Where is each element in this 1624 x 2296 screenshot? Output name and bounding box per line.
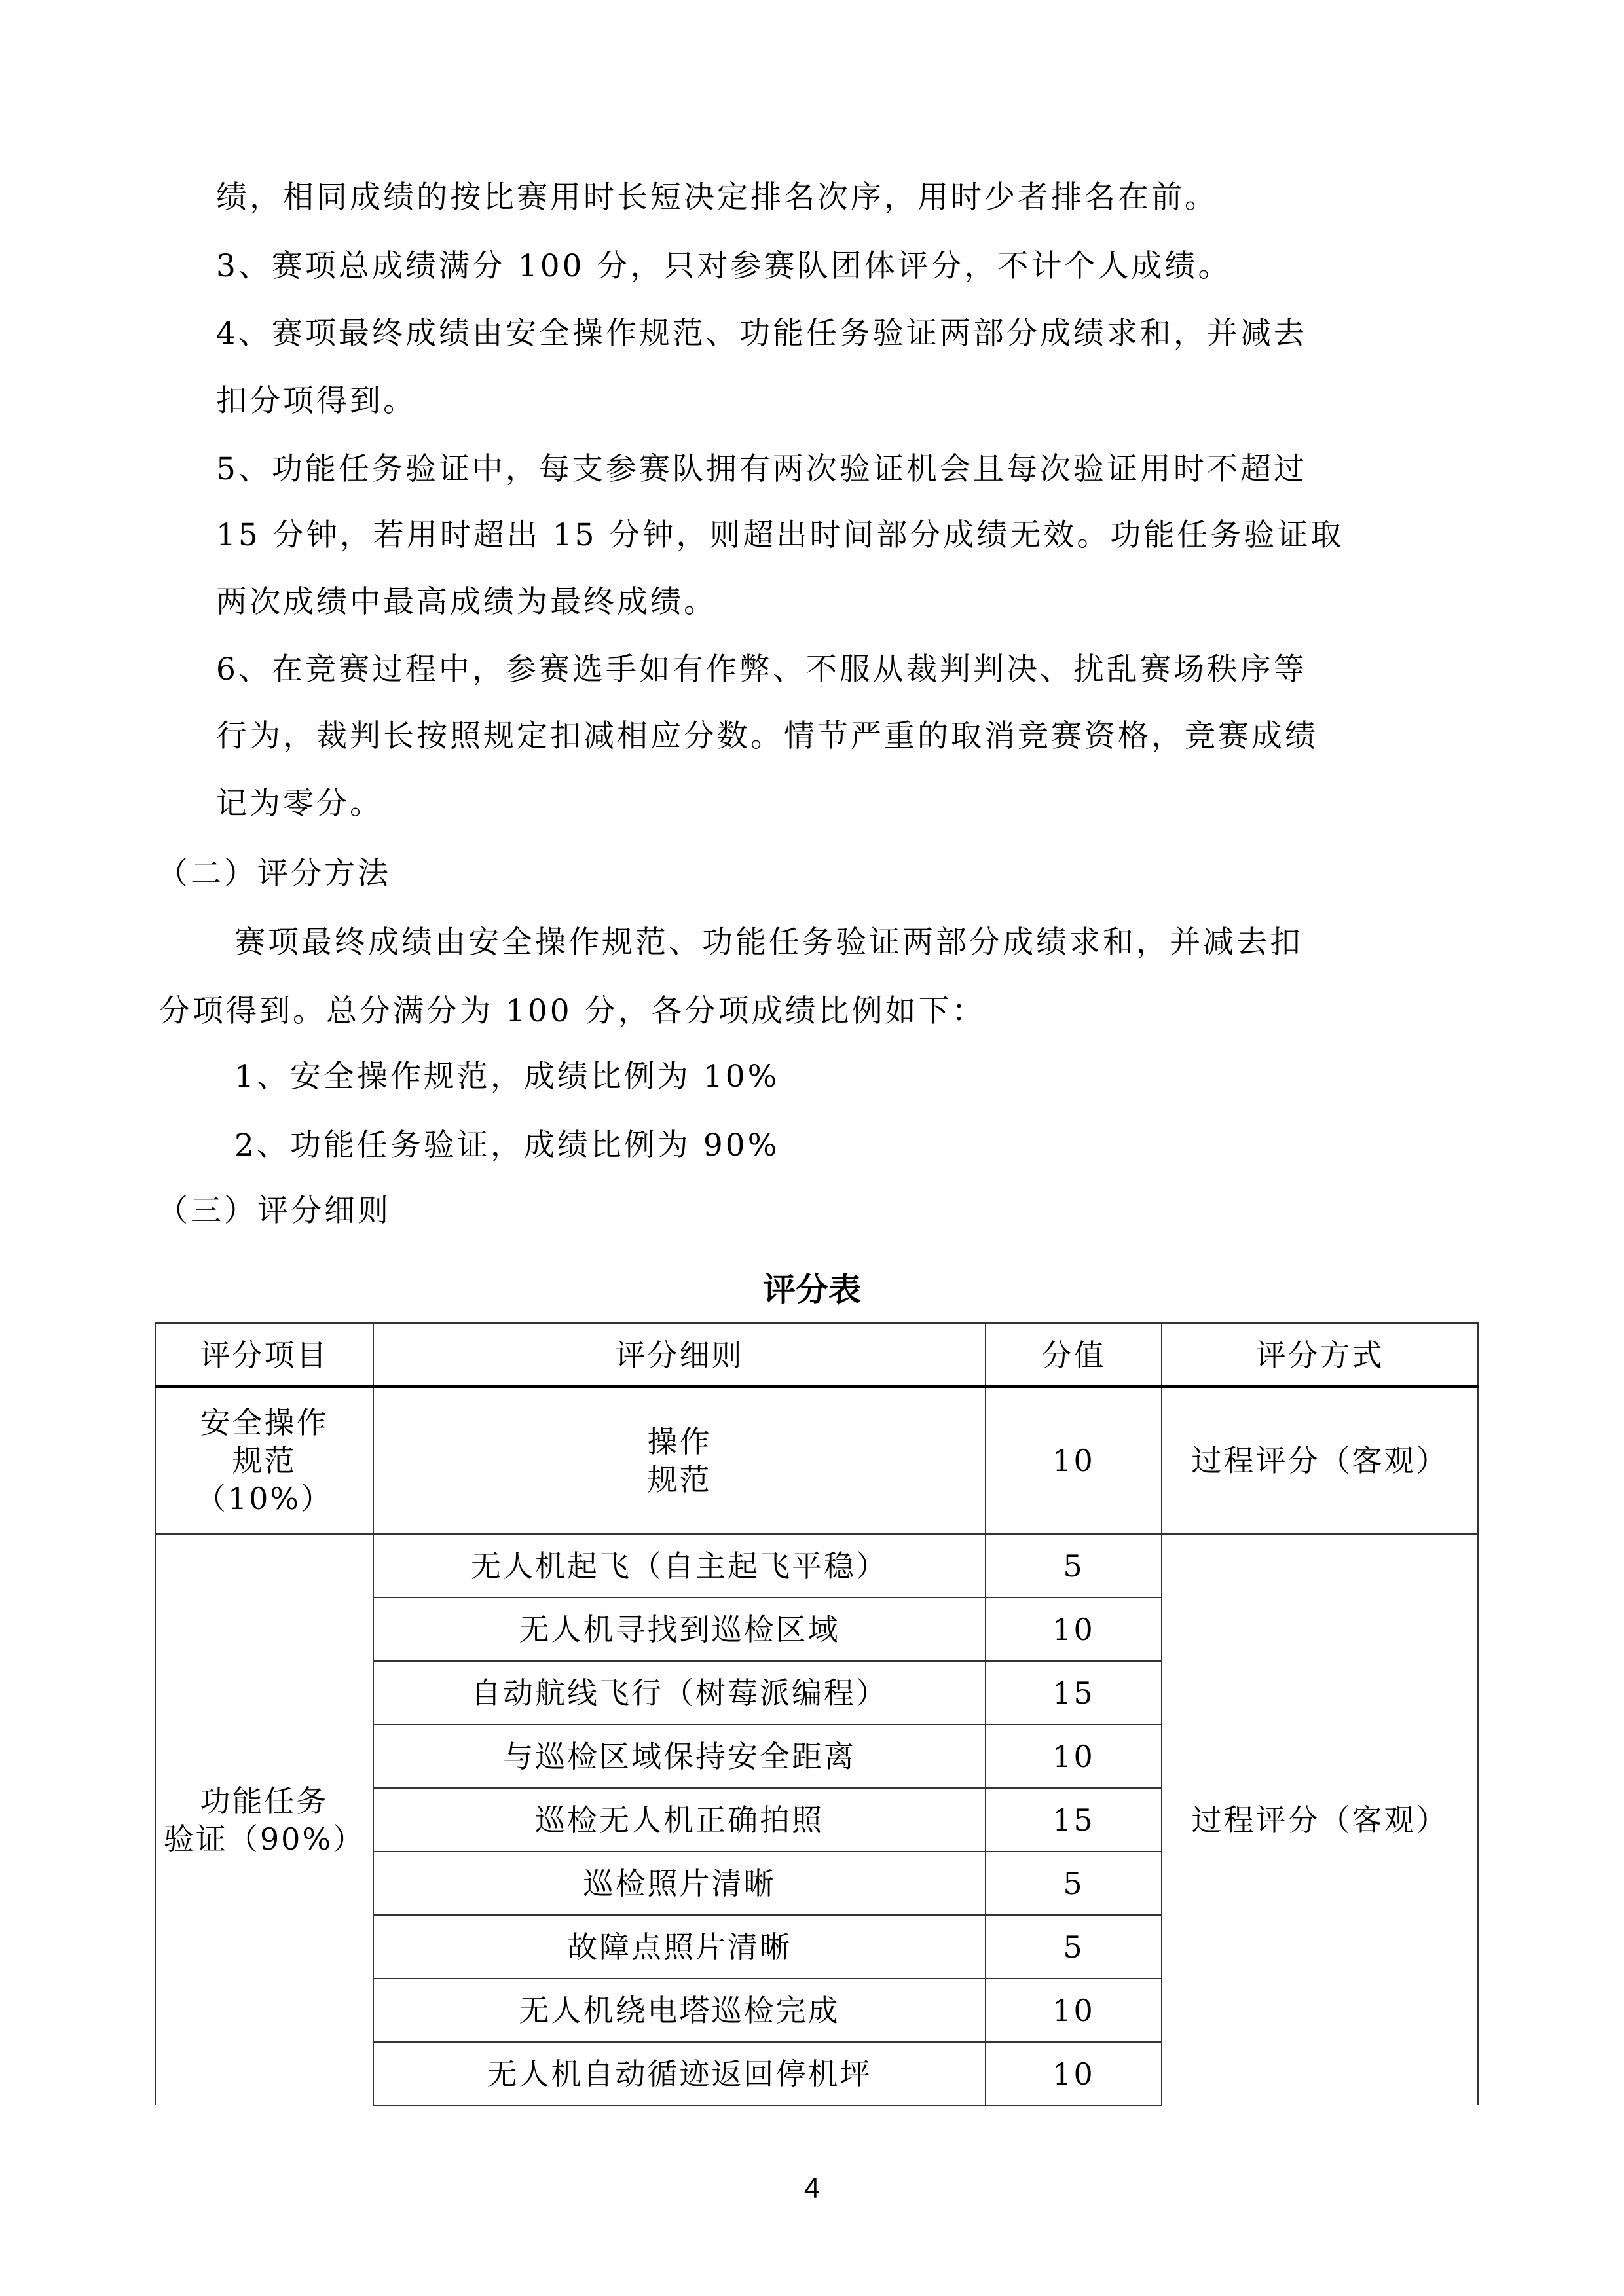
header-score-value: 分值 [986, 1324, 1162, 1387]
cell-detail: 无人机自动循迹返回停机坪 [373, 2042, 986, 2105]
ratio-item: 2、功能任务验证，成绩比例为 90% [234, 1127, 780, 1163]
paragraph-line: 15 分钟，若用时超出 15 分钟，则超出时间部分成绩无效。功能任务验证取 [216, 517, 1344, 553]
cell-detail: 无人机起飞（自主起飞平稳） [373, 1534, 986, 1597]
header-scoring-detail: 评分细则 [373, 1324, 986, 1387]
cell-score: 10 [986, 1597, 1162, 1661]
cell-detail: 自动航线飞行（树莓派编程） [373, 1661, 986, 1724]
paragraph-line: 扣分项得到。 [216, 383, 416, 419]
table-header-row [155, 1324, 1478, 1387]
cell-detail: 巡检无人机正确拍照 [373, 1788, 986, 1851]
paragraph-line: 6、在竞赛过程中，参赛选手如有作弊、不服从裁判判决、扰乱赛场秩序等 [216, 651, 1307, 687]
cell-detail: 无人机绕电塔巡检完成 [373, 1978, 986, 2042]
paragraph-line: 赛项最终成绩由安全操作规范、功能任务验证两部分成绩求和，并减去扣 [234, 924, 1303, 960]
paragraph-line: 3、赛项总成绩满分 100 分，只对参赛队团体评分，不计个人成绩。 [216, 248, 1232, 284]
scoring-table [155, 1322, 1479, 2106]
cell-detail: 操作 规范 [373, 1387, 986, 1534]
table-caption: 评分表 [763, 1270, 861, 1309]
cell-detail: 故障点照片清晰 [373, 1915, 986, 1978]
paragraph-line: 5、功能任务验证中，每支参赛队拥有两次验证机会且每次验证用时不超过 [216, 451, 1307, 487]
cell-detail: 巡检照片清晰 [373, 1851, 986, 1915]
cell-score: 10 [986, 2042, 1162, 2105]
header-scoring-item: 评分项目 [155, 1324, 373, 1387]
table-row [155, 1387, 1478, 1534]
ratio-item: 1、安全操作规范，成绩比例为 10% [234, 1059, 780, 1095]
paragraph-line: 绩，相同成绩的按比赛用时长短决定排名次序，用时少者排名在前。 [216, 179, 1218, 215]
cell-item: 安全操作 规范 （10%） [155, 1387, 373, 1534]
cell-score: 10 [986, 1387, 1162, 1534]
cell-detail: 无人机寻找到巡检区域 [373, 1597, 986, 1661]
section-heading-scoring-details: （三）评分细则 [157, 1193, 391, 1229]
section-heading-scoring-method: （二）评分方法 [157, 856, 391, 892]
page-number: 4 [803, 2172, 821, 2204]
cell-score: 10 [986, 1978, 1162, 2042]
paragraph-line: 行为，裁判长按照规定扣减相应分数。情节严重的取消竞赛资格，竞赛成绩 [216, 718, 1318, 754]
cell-item: 功能任务 验证（90%） [155, 1534, 373, 2105]
header-scoring-method: 评分方式 [1162, 1324, 1478, 1387]
paragraph-line: 记为零分。 [216, 786, 383, 822]
cell-method: 过程评分（客观） [1162, 1534, 1478, 2105]
cell-score: 5 [986, 1915, 1162, 1978]
cell-score: 15 [986, 1661, 1162, 1724]
cell-method: 过程评分（客观） [1162, 1387, 1478, 1534]
cell-score: 5 [986, 1851, 1162, 1915]
cell-detail: 与巡检区域保持安全距离 [373, 1724, 986, 1788]
cell-score: 10 [986, 1724, 1162, 1788]
cell-score: 5 [986, 1534, 1162, 1597]
paragraph-line: 两次成绩中最高成绩为最终成绩。 [216, 584, 717, 620]
cell-score: 15 [986, 1788, 1162, 1851]
table-row [155, 1534, 1478, 1597]
paragraph-line: 4、赛项最终成绩由安全操作规范、功能任务验证两部分成绩求和，并减去 [216, 316, 1307, 352]
paragraph-line: 分项得到。总分满分为 100 分，各分项成绩比例如下： [159, 993, 986, 1029]
